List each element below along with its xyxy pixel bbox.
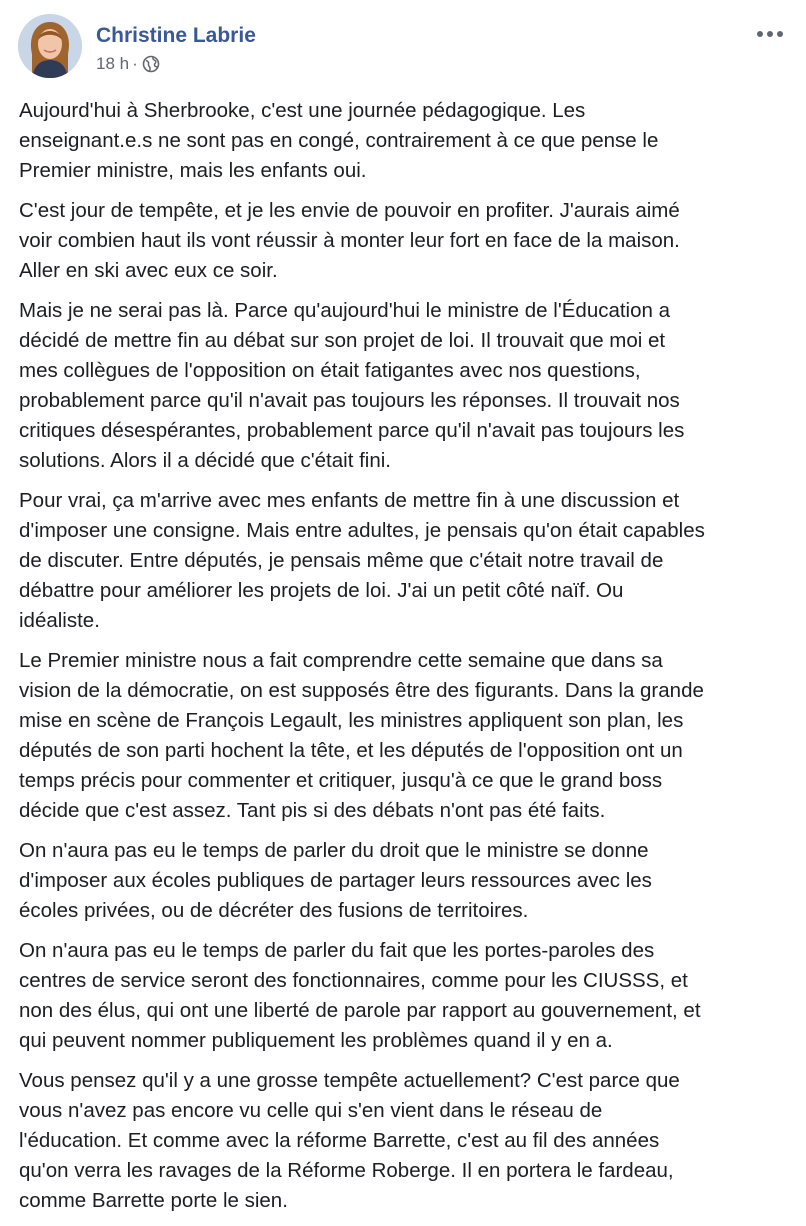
post-meta [96,54,160,74]
post-paragraph: On n'aura pas eu le temps de parler du droit que le ministre se donne d'imposer aux écoles publiques de partager leurs ressources avec les écoles privées, ou de décréter des fusions de territoires. [19,839,652,922]
post-body [19,96,789,1226]
post-timestamp[interactable]: 18 h [96,54,130,73]
globe-icon[interactable] [142,55,160,73]
post-paragraph: Le Premier ministre nous a fait comprendre cette semaine que dans sa vision de la démocratie, on est supposés être des figurants. Dans la grande mise en scène de François Legault, les ministres appliquent son plan, les députés de son parti hochent la tête, et les députés de l'opposition ont un temps précis pour commenter et critiquer, jusqu'à ce que le grand boss décide que c'est assez. Tant pis si des débats n'ont pas été faits. [19,649,704,822]
avatar[interactable] [18,14,82,78]
post-paragraph: Vous pensez qu'il y a une grosse tempête actuellement? C'est parce que vous n'avez pas encore vu celle qui s'en vient dans le réseau de l'éducation. Et comme avec la réforme Barrette, c'est au fil des années qu'on verra les ravages de la Réforme Roberge. Il en portera le fardeau, comme Barrette porte le sien. [19,1069,680,1212]
avatar-image [18,14,82,78]
post-paragraph: Pour vrai, ça m'arrive avec mes enfants de mettre fin à une discussion et d'imposer une consigne. Mais entre adultes, je pensais qu'on était capables de discuter. Entre députés, je pensais même que c'était notre travail de débattre pour améliorer les projets de loi. J'ai un petit côté naïf. Ou idéaliste. [19,489,705,632]
author-name[interactable]: Christine Labrie [96,24,256,47]
post-header [18,14,788,80]
meta-separator: · [132,54,138,73]
post-paragraph: Aujourd'hui à Sherbrooke, c'est une journée pédagogique. Les enseignant.e.s ne sont pas en congé, contrairement à ce que pense le Premier ministre, mais les enfants oui. [19,99,659,182]
more-options-icon[interactable] [754,26,786,42]
post-paragraph: Mais je ne serai pas là. Parce qu'aujourd'hui le ministre de l'Éducation a décidé de mettre fin au débat sur son projet de loi. Il trouvait que moi et mes collègues de l'opposition on était fatigantes avec nos questions, probablement parce qu'il n'avait pas toujours les réponses. Il trouvait nos critiques désespérantes, probablement parce qu'il n'avait pas toujours les solutions. Alors il a décidé que c'était fini. [19,299,685,472]
post-paragraph: On n'aura pas eu le temps de parler du fait que les portes-paroles des centres de service seront des fonctionnaires, comme pour les CIUSSS, et non des élus, qui ont une liberté de parole par rapport au gouvernement, et qui peuvent nommer publiquement les problèmes quand il y en a. [19,939,701,1052]
post-paragraph: C'est jour de tempête, et je les envie de pouvoir en profiter. J'aurais aimé voir combien haut ils vont réussir à monter leur fort en face de la maison. Aller en ski avec eux ce soir. [19,199,680,282]
